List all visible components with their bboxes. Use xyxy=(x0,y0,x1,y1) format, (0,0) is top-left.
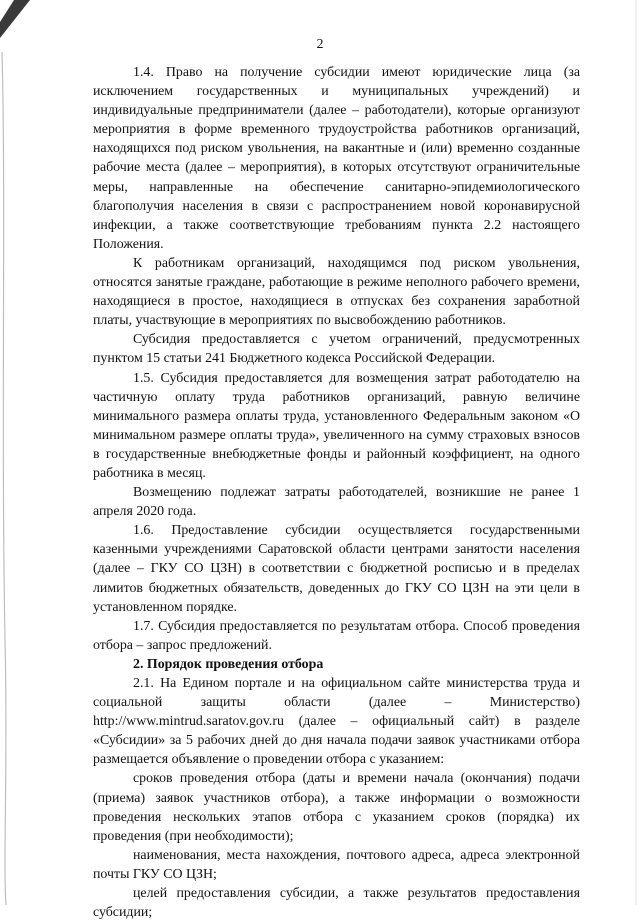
paragraph-reimbursement-date: Возмещению подлежат затраты работодателей, возникшие не ранее 1 апреля 2020 года. xyxy=(93,485,580,520)
paragraph-2-1: 2.1. На Едином портале и на официальном сайте министерства труда и социальной защиты области (далее – Министерство) http://www.mintrud.saratov.gov.ru (далее – официальный сайт) в разделе «Субсидии» за 5 рабочих дней до дня начала подачи заявок участниками отбора размещается объявление о проведении отбора с указанием: xyxy=(93,676,580,768)
paragraph-subsidy-goals: целей предоставления субсидии, а также результатов предоставления субсидии; xyxy=(93,886,580,921)
paragraph-czn-contacts: наименования, места нахождения, почтового адреса, адреса электронной почты ГКУ СО ЦЗН; xyxy=(93,847,580,882)
section-heading: 2. Порядок проведения отбора xyxy=(133,656,324,672)
paragraph-1-5: 1.5. Субсидия предоставляется для возмещения затрат работодателю на частичную оплату труда работников организаций, равную величине минимального размера оплаты труда, установленного Федеральным законом «О минимальном размере оплаты труда», увеличенного на сумму страховых взносов в государственные внебюджетные фонды и районный коэффициент, на одного работника в месяц. xyxy=(93,370,580,481)
paragraph-1-6: 1.6. Предоставление субсидии осуществляется государственными казенными учреждениями Саратовской области центрами занятости населения (далее – ГКУ СО ЦЗН) в соответствии с бюджетной росписью и в пределах лимитов бюджетных обязательств, доведенных до ГКУ СО ЦЗН на эти цели в установленном порядке. xyxy=(93,523,580,615)
paragraph-selection-deadlines: сроков проведения отбора (даты и времени начала (окончания) подачи (приема) заявок участников отбора), а также информации о возможности проведения нескольких этапов отбора с указанием сроков (порядка) их проведения (при необходимости); xyxy=(93,771,580,844)
paragraph-1-7: 1.7. Субсидия предоставляется по результатам отбора. Способ проведения отбора – запрос предложений. xyxy=(93,618,580,653)
paragraph-employees-at-risk: К работникам организаций, находящимся под риском увольнения, относятся занятые граждане, работающие в режиме неполного рабочего времени, находящиеся в простое, находящиеся в отпусках без сохранения заработной платы, участвующие в мероприятиях по высвобождению работников. xyxy=(93,255,580,329)
paragraph-1-4: 1.4. Право на получение субсидии имеют юридические лица (за исключением государственных и муниципальных учреждений) и индивидуальные предприниматели (далее – работодатели), которые организуют мероприятия в форме временного трудоустройства работников организаций, находящихся под риском увольнения, на вакантные и (или) временно созданные рабочие места (далее – мероприятия), в которых отсутствуют ограничительные меры, направленные на обеспечение санитарно-эпидемиологического благополучия населения в связи с распространением новой коронавирусной инфекции, а также соответствующие требованиям пункта 2.2 настоящего Положения. xyxy=(93,65,580,252)
paragraph-subsidy-limits: Субсидия предоставляется с учетом ограничений, предусмотренных пунктом 15 статьи 241 Бюджетного кодекса Российской Федерации. xyxy=(93,332,580,367)
page-number: 2 xyxy=(316,37,324,52)
document-body xyxy=(93,63,580,922)
